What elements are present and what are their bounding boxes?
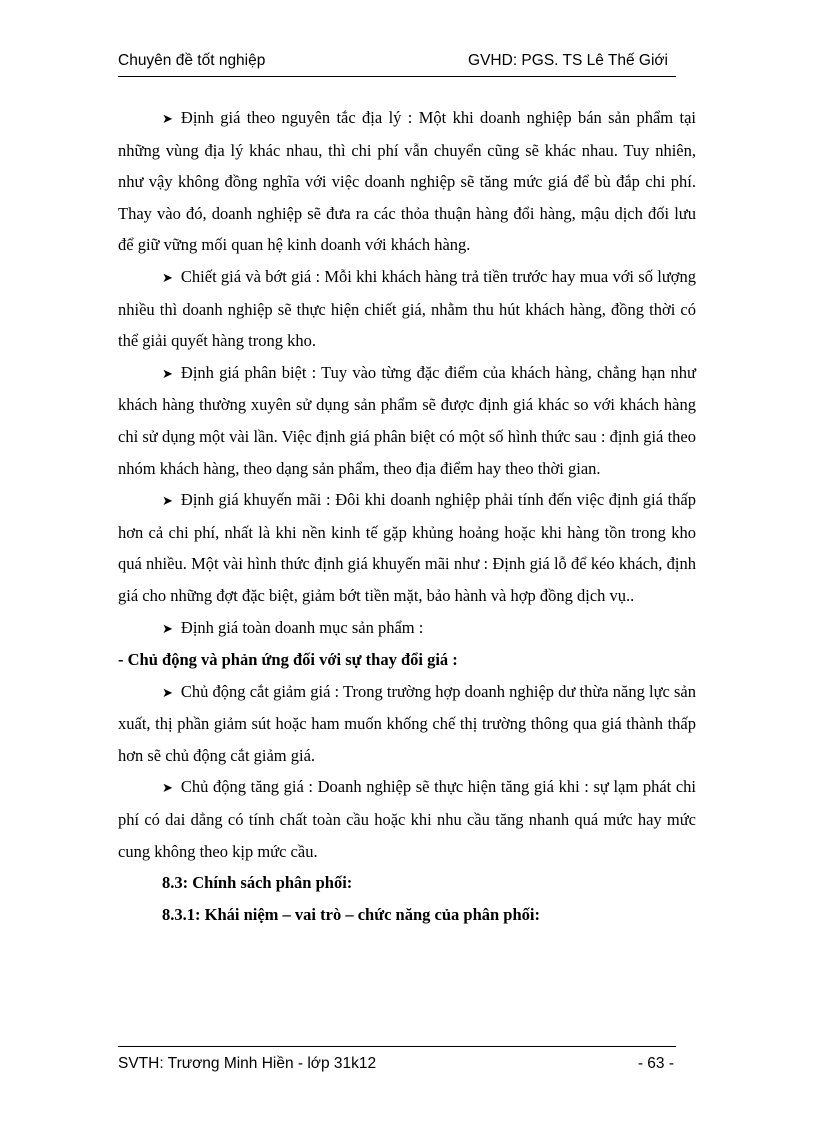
page-header — [118, 50, 676, 77]
header-document-title: Chuyên đề tốt nghiệp — [118, 52, 266, 69]
paragraph-price-increase — [118, 771, 696, 867]
arrowhead-bullet-icon: ➤ — [162, 780, 173, 796]
arrowhead-bullet-icon: ➤ — [162, 365, 173, 381]
paragraph-promotional-pricing — [118, 484, 696, 611]
section-heading-8-3: 8.3: Chính sách phân phối: — [162, 873, 353, 893]
arrowhead-bullet-icon: ➤ — [162, 269, 173, 285]
paragraph-price-cut — [118, 676, 696, 772]
section-heading-8-3-1: 8.3.1: Khái niệm – vai trò – chức năng của phân phối: — [162, 904, 540, 924]
paragraph-text: Định giá phân biệt : Tuy vào từng đặc điểm của khách hàng, chẳng hạn như khách hàng thường xuyên sử dụng sản phẩm sẽ được định giá khác so với khách hàng chỉ sử dụng một vài lần. Việc định giá phân biệt có một số hình thức sau : định giá theo nhóm khách hàng, theo dạng sản phẩm, theo địa điểm hay theo thời gian. — [118, 362, 696, 478]
paragraph-text: Định giá theo nguyên tắc địa lý : Một khi doanh nghiệp bán sản phẩm tại những vùng địa lý khác nhau, thì chi phí vẫn chuyển cũng sẽ khác nhau. Tuy nhiên, như vậy không đồng nghĩa với việc doanh nghiệp sẽ tăng mức giá để bù đắp chi phí. Thay vào đó, doanh nghiệp sẽ đưa ra các thỏa thuận hàng đổi hàng, mậu dịch đối lưu để giữ vững mối quan hệ kinh doanh với khách hàng. — [118, 108, 696, 255]
paragraph-geographic-pricing — [118, 102, 696, 261]
paragraph-discounts — [118, 261, 696, 357]
paragraph-text: Định giá khuyến mãi : Đôi khi doanh nghiệp phải tính đến việc định giá thấp hơn cả chi phí, nhất là khi nền kinh tế gặp khủng hoảng hoặc khi hàng tồn trong kho quá nhiều. Một vài hình thức định giá khuyến mãi như : Định giá lỗ để kéo khách, định giá cho những đợt đặc biệt, giảm bớt tiền mặt, bảo hành và hợp đồng dịch vụ.. — [118, 490, 696, 605]
page-body — [118, 102, 696, 930]
footer-student: SVTH: Trương Minh Hiền - lớp 31k12 — [118, 1055, 377, 1072]
arrowhead-bullet-icon: ➤ — [162, 620, 173, 636]
header-supervisor: GVHD: PGS. TS Lê Thế Giới — [468, 52, 668, 69]
paragraph-text: Chủ động cắt giảm giá : Trong trường hợp doanh nghiệp dư thừa năng lực sản xuất, thị phần giảm sút hoặc ham muốn khống chế thị trường thông qua giá thành thấp hơn sẽ chủ động cắt giảm giá. — [118, 681, 696, 765]
paragraph-text: Chủ động tăng giá : Doanh nghiệp sẽ thực hiện tăng giá khi : sự lạm phát chi phí có dai dẳng có tính chất toàn cầu hoặc khi nhu cầu tăng nhanh quá mức hay mức cung không theo kịp mức cầu. — [118, 777, 696, 861]
paragraph-text: Định giá toàn doanh mục sản phẩm : — [180, 617, 424, 637]
paragraph-product-mix-pricing — [118, 612, 696, 645]
arrowhead-bullet-icon: ➤ — [162, 111, 173, 126]
arrowhead-bullet-icon: ➤ — [162, 684, 173, 700]
arrowhead-bullet-icon: ➤ — [162, 493, 173, 509]
page-footer — [118, 1046, 676, 1075]
paragraph-text: Chiết giá và bớt giá : Mỗi khi khách hàng trả tiền trước hay mua với số lượng nhiều thì doanh nghiệp sẽ thực hiện chiết giá, nhằm thu hút khách hàng, đồng thời có thể giải quyết hàng trong kho. — [118, 266, 696, 351]
page-number: - 63 - — [637, 1055, 674, 1072]
paragraph-discriminatory-pricing — [118, 357, 696, 484]
subheading-price-change-response: - Chủ động và phản ứng đối với sự thay đổi giá : — [118, 650, 458, 670]
